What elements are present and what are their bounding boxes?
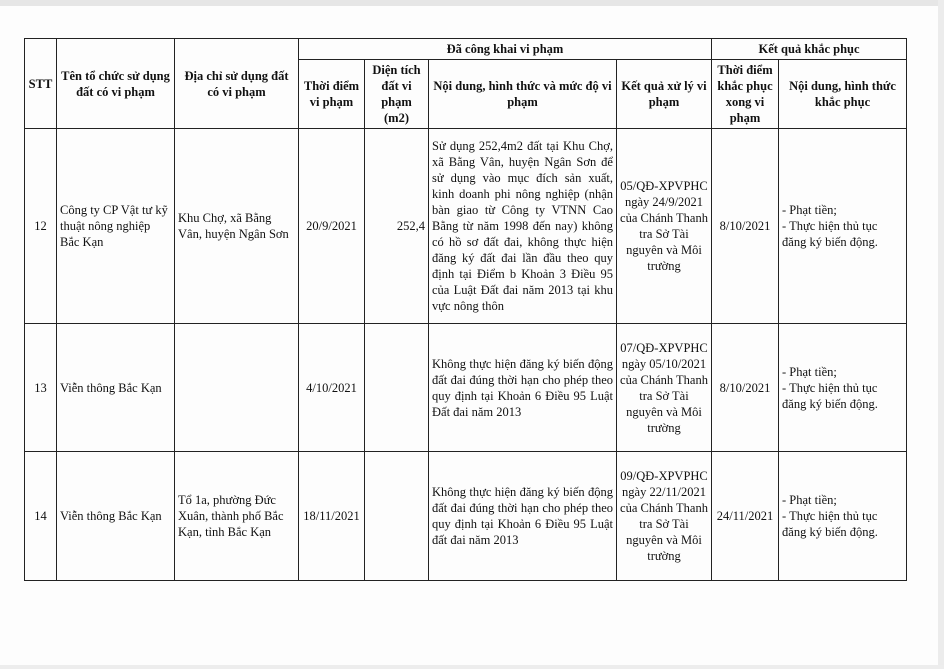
header-violation-time: Thời điểm vi phạm bbox=[299, 60, 365, 129]
header-disclosed-group: Đã công khai vi phạm bbox=[299, 39, 712, 60]
cell-remedy-time: 8/10/2021 bbox=[712, 129, 779, 324]
cell-remedy-content bbox=[779, 452, 907, 581]
cell-remedy-time: 24/11/2021 bbox=[712, 452, 779, 581]
table-header bbox=[25, 39, 907, 129]
cell-remedy-time: 8/10/2021 bbox=[712, 324, 779, 452]
violations-table bbox=[24, 38, 907, 581]
table-row bbox=[25, 129, 907, 324]
cell-content: Không thực hiện đăng ký biến động đất đai đúng thời hạn cho phép theo quy định tại Khoản 6 Điều 95 Luật Đất đai năm 2013 bbox=[429, 324, 617, 452]
remedy-line: - Phạt tiền; bbox=[782, 364, 837, 379]
cell-stt: 12 bbox=[25, 129, 57, 324]
header-content: Nội dung, hình thức và mức độ vi phạm bbox=[429, 60, 617, 129]
cell-stt: 14 bbox=[25, 452, 57, 581]
cell-area bbox=[365, 324, 429, 452]
remedy-line: - Phạt tiền; bbox=[782, 203, 837, 217]
cell-time: 20/9/2021 bbox=[299, 129, 365, 324]
header-org-name: Tên tổ chức sử dụng đất có vi phạm bbox=[57, 39, 175, 129]
cell-area: 252,4 bbox=[365, 129, 429, 324]
table-row bbox=[25, 324, 907, 452]
cell-org: Viễn thông Bắc Kạn bbox=[57, 452, 175, 581]
header-address: Địa chỉ sử dụng đất có vi phạm bbox=[175, 39, 299, 129]
header-area: Diện tích đất vi phạm (m2) bbox=[365, 60, 429, 129]
header-remedy-content: Nội dung, hình thức khắc phục bbox=[779, 60, 907, 129]
remedy-line: - Thực hiện thủ tục đăng ký biến động. bbox=[782, 380, 878, 411]
remedy-line: - Thực hiện thủ tục đăng ký biến động. bbox=[782, 509, 878, 539]
remedy-line: - Thực hiện thủ tục đăng ký biến động. bbox=[782, 219, 878, 249]
cell-remedy-content bbox=[779, 324, 907, 452]
cell-address: Tổ 1a, phường Đức Xuân, thành phố Bắc Kạn, tỉnh Bắc Kạn bbox=[175, 452, 299, 581]
cell-address: Khu Chợ, xã Bằng Vân, huyện Ngân Sơn bbox=[175, 129, 299, 324]
cell-org: Công ty CP Vật tư kỹ thuật nông nghiệp Bắc Kạn bbox=[57, 129, 175, 324]
scan-edge-top bbox=[0, 0, 944, 6]
cell-result: 09/QĐ-XPVPHC ngày 22/11/2021 của Chánh Thanh tra Sở Tài nguyên và Môi trường bbox=[617, 452, 712, 581]
cell-remedy-content bbox=[779, 129, 907, 324]
remedy-line: - Phạt tiền; bbox=[782, 493, 837, 507]
cell-result: 07/QĐ-XPVPHC ngày 05/10/2021 của Chánh Thanh tra Sở Tài nguyên và Môi trường bbox=[617, 324, 712, 452]
cell-content: Không thực hiện đăng ký biến động đất đai đúng thời hạn cho phép theo quy định tại Khoản 6 Điều 95 Luật đất đai năm 2013 bbox=[429, 452, 617, 581]
cell-org: Viễn thông Bắc Kạn bbox=[57, 324, 175, 452]
cell-time: 4/10/2021 bbox=[299, 324, 365, 452]
header-handling-result: Kết quả xử lý vi phạm bbox=[617, 60, 712, 129]
scan-edge-bottom bbox=[0, 665, 944, 669]
header-remedy-time: Thời điểm khắc phục xong vi phạm bbox=[712, 60, 779, 129]
cell-address bbox=[175, 324, 299, 452]
scan-edge-right bbox=[938, 0, 944, 669]
header-remedy-group: Kết quả khắc phục bbox=[712, 39, 907, 60]
cell-result: 05/QĐ-XPVPHC ngày 24/9/2021 của Chánh Thanh tra Sở Tài nguyên và Môi trường bbox=[617, 129, 712, 324]
header-stt: STT bbox=[25, 39, 57, 129]
cell-content: Sử dụng 252,4m2 đất tại Khu Chợ, xã Bằng Vân, huyện Ngân Sơn để sử dụng vào mục đích sản xuất, kinh doanh phi nông nghiệp (nhận bàn giao từ Công ty VTNN Cao Bằng từ năm 1998 đến nay) không có hồ sơ đất đai, không thực hiện đăng ký đất đai lần đầu theo quy định tại Điểm b Khoản 3 Điều 95 của Luật Đất đai năm 2013 tại khu vực nông thôn bbox=[429, 129, 617, 324]
cell-time: 18/11/2021 bbox=[299, 452, 365, 581]
cell-area bbox=[365, 452, 429, 581]
cell-stt: 13 bbox=[25, 324, 57, 452]
table-row bbox=[25, 452, 907, 581]
